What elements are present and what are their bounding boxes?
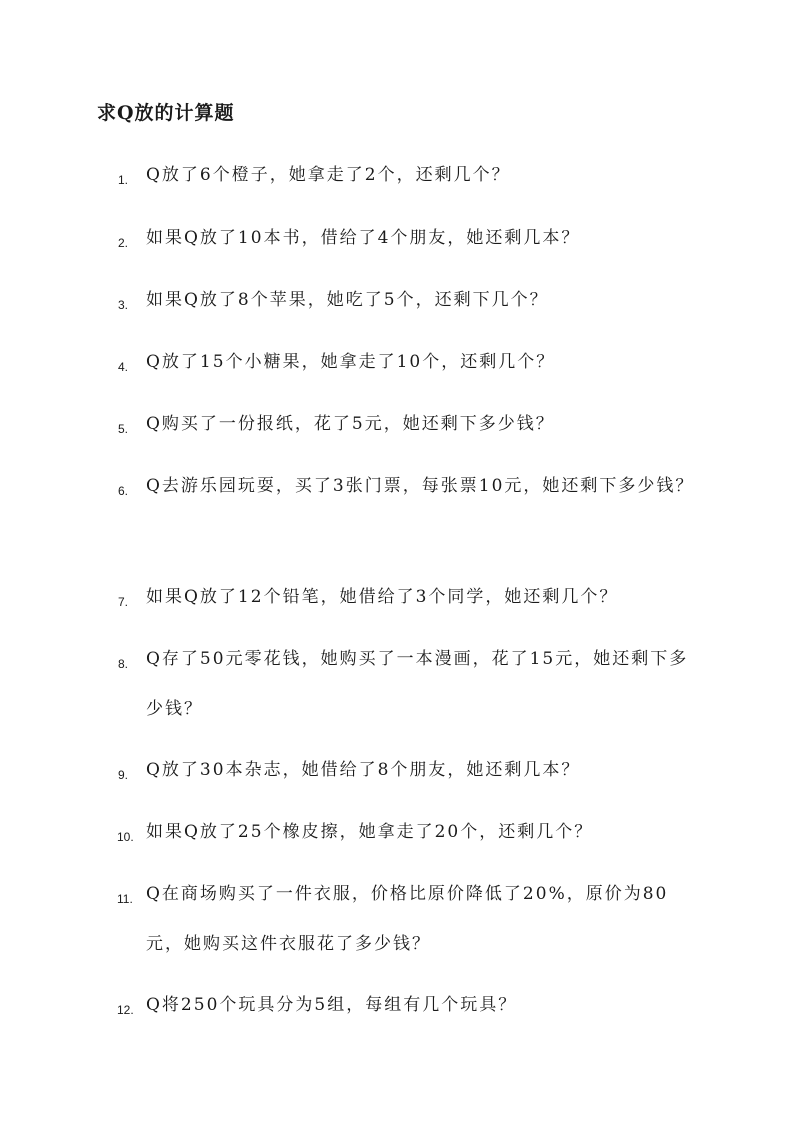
question-text: 如果Q放了8个苹果，她吃了5个，还剩下几个？ (146, 290, 549, 310)
question-number: 6. (118, 484, 129, 498)
question-number: 3. (118, 298, 129, 312)
question-number: 11. (117, 892, 133, 906)
question-text: Q将250个玩具分为5组，每组有几个玩具？ (146, 995, 518, 1015)
question-text: Q购买了一份报纸，花了5元，她还剩下多少钱？ (146, 414, 555, 434)
question-number: 4. (118, 360, 129, 374)
question-text: Q放了30本杂志，她借给了8个朋友，她还剩几本？ (146, 760, 581, 780)
question-text: Q在商场购买了一件衣服，价格比原价降低了20%，原价为80元，她购买这件衣服花了多少钱？ (146, 884, 669, 954)
question-number: 8. (118, 657, 129, 671)
question-text: 如果Q放了12个铅笔，她借给了3个同学，她还剩几个？ (146, 587, 619, 607)
question-text: Q放了6个橙子，她拿走了2个，还剩几个？ (146, 165, 511, 185)
question-text: Q存了50元零花钱，她购买了一本漫画，花了15元，她还剩下多少钱？ (146, 649, 689, 719)
question-text: Q去游乐园玩耍，买了3张门票，每张票10元，她还剩下多少钱？ (146, 476, 695, 496)
question-number: 2. (118, 236, 129, 250)
question-number: 10. (117, 830, 134, 844)
question-text: 如果Q放了10本书，借给了4个朋友，她还剩几本？ (146, 228, 581, 248)
document-title: 求Q放的计算题 (97, 102, 235, 124)
question-number: 1. (118, 173, 129, 187)
question-number: 12. (117, 1003, 134, 1017)
question-text: 如果Q放了25个橡皮擦，她拿走了20个，还剩几个？ (146, 822, 594, 842)
question-number: 9. (118, 768, 129, 782)
question-text: Q放了15个小糖果，她拿走了10个，还剩几个？ (146, 352, 556, 372)
question-number: 7. (118, 595, 129, 609)
question-number: 5. (118, 422, 129, 436)
